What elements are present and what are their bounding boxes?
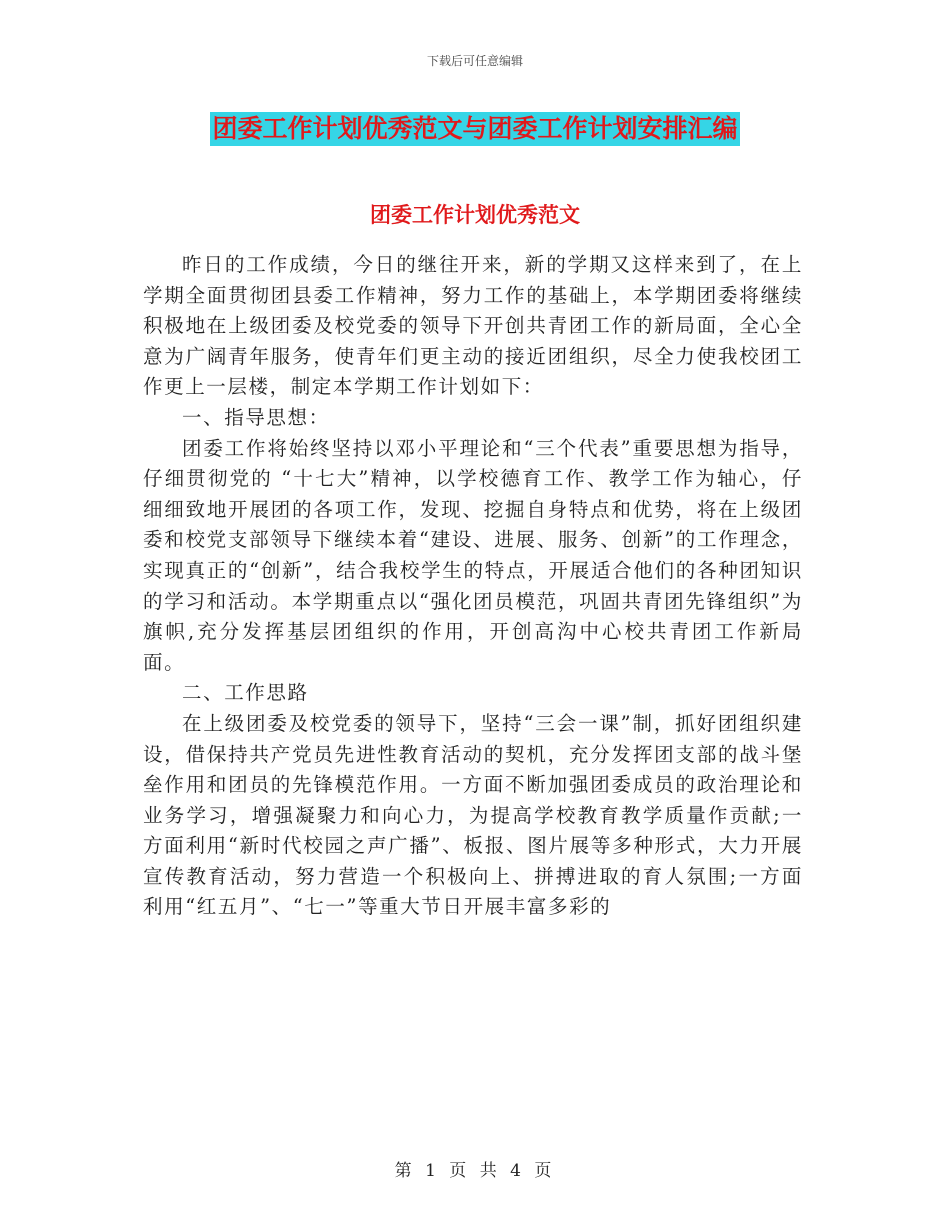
page-header-note: 下载后可任意编辑 bbox=[426, 54, 523, 68]
paragraph-work-approach: 在上级团委及校党委的领导下，坚持“三会一课”制，抓好团组织建设，借保持共产党员先进性教育活动的契机，充分发挥团支部的战斗堡垒作用和团员的先锋模范作用。一方面不断加强团委成员的政治理论和业务学习，增强凝聚力和向心力，为提高学校教育教学质量作贡献;一方面利用“新时代校园之声广播”、板报、图片展等多种形式，大力开展宣传教育活动，努力营造一个积极向上、拼搏进取的育人氛围;一方面利用“红五月”、“七一”等重大节日开展丰富多彩的 bbox=[143, 711, 803, 919]
page-number-footer: 第 1 页 共 4 页 bbox=[394, 1161, 556, 1181]
paragraph-guiding-ideology: 团委工作将始终坚持以邓小平理论和“三个代表”重要思想为指导，仔细贯彻党的 “十七大”精神，以学校德育工作、教学工作为轴心，仔细细致地开展团的各项工作，发现、挖掘自身特点和优势，将在上级团委和校党支部领导下继续本着“建设、进展、服务、创新”的工作理念，实现真正的“创新”，结合我校学生的特点，开展适合他们的各种团知识的学习和活动。本学期重点以“强化团员模范，巩固共青团先锋组织”为旗帜,充分发挥基层团组织的作用，开创高沟中心校共青团工作新局面。 bbox=[143, 436, 803, 674]
heading-guiding-ideology: 一、指导思想： bbox=[182, 405, 330, 429]
paragraph-intro: 昨日的工作成绩，今日的继往开来，新的学期又这样来到了，在上学期全面贯彻团县委工作精神，努力工作的基础上，本学期团委将继续积极地在上级团委及校党委的领导下开创共青团工作的新局面，全心全意为广阔青年服务，使青年们更主动的接近团组织，尽全力使我校团工作更上一层楼，制定本学期工作计划如下： bbox=[143, 253, 803, 399]
document-body bbox=[143, 250, 803, 923]
main-title-container bbox=[0, 112, 950, 146]
main-title: 团委工作计划优秀范文与团委工作计划安排汇编 bbox=[210, 112, 739, 146]
section-title: 团委工作计划优秀范文 bbox=[370, 203, 580, 227]
heading-work-approach: 二、工作思路 bbox=[182, 681, 309, 705]
